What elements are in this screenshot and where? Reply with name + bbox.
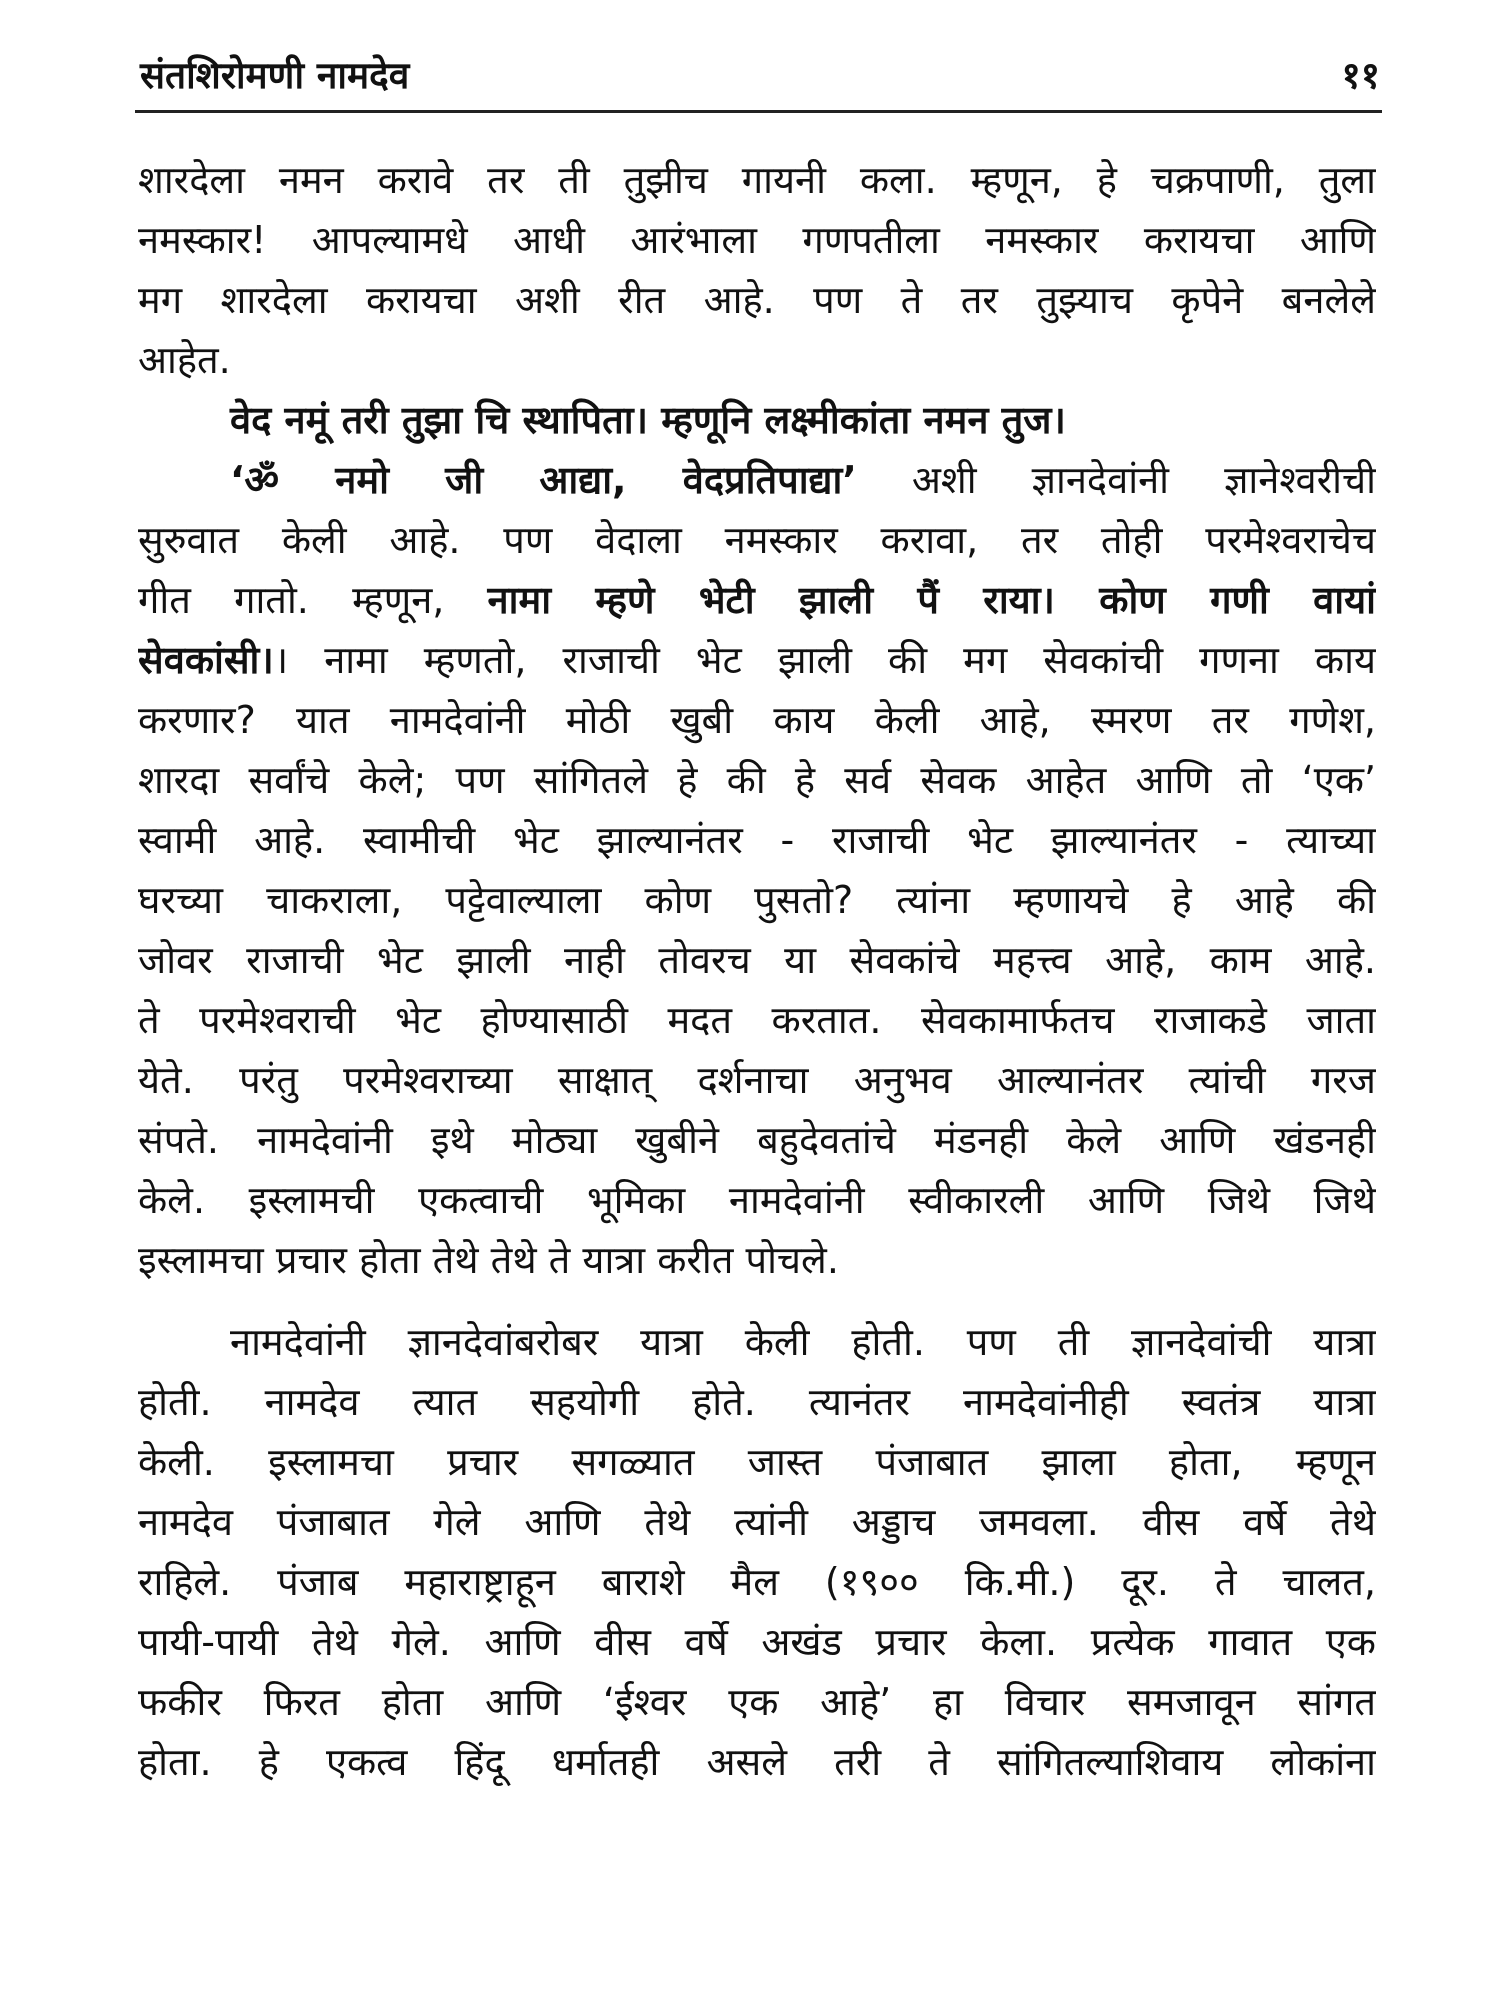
text-line: घरच्या चाकराला, पट्टेवाल्याला कोण पुसतो? त्यांना म्हणायचे हे आहे की	[138, 878, 1376, 922]
text-line: येते. परंतु परमेश्वराच्या साक्षात् दर्शनाचा अनुभव आल्यानंतर त्यांची गरज	[138, 1058, 1376, 1102]
text-line: होता. हे एकत्व हिंदू धर्मातही असले तरी ते सांगितल्याशिवाय लोकांना	[138, 1740, 1376, 1784]
text-line: मग शारदेला करायचा अशी रीत आहे. पण ते तर तुझ्याच कृपेने बनलेले	[138, 278, 1376, 322]
abhang-quote: नामा म्हणे भेटी झाली पैं राया। कोण गणी वायां	[487, 578, 1376, 622]
text-line: आहेत.	[138, 338, 231, 382]
text-line: स्वामी आहे. स्वामीची भेट झाल्यानंतर - राजाची भेट झाल्यानंतर - त्याच्या	[138, 818, 1376, 862]
verse-line: वेद नमूं तरी तुझा चि स्थापिता। म्हणूनि लक्ष्मीकांता नमन तुज।	[230, 398, 1066, 442]
text-line: नमस्कार! आपल्यामधे आधी आरंभाला गणपतीला नमस्कार करायचा आणि	[138, 218, 1376, 262]
text-line: करणार? यात नामदेवांनी मोठी खुबी काय केली आहे, स्मरण तर गणेश,	[138, 698, 1376, 742]
text-line: केली. इस्लामचा प्रचार सगळ्यात जास्त पंजाबात झाला होता, म्हणून	[138, 1440, 1376, 1484]
text-line: नामदेव पंजाबात गेले आणि तेथे त्यांनी अड्डाच जमवला. वीस वर्षे तेथे	[138, 1500, 1376, 1544]
page-number: ११	[1341, 54, 1380, 97]
text-line	[138, 630, 1376, 690]
text-line: शारदा सर्वांचे केले; पण सांगितले हे की हे सर्व सेवक आहेत आणि तो ‘एक’	[138, 758, 1376, 802]
text-line: संपते. नामदेवांनी इथे मोठ्या खुबीने बहुदेवतांचे मंडनही केले आणि खंडनही	[138, 1118, 1376, 1162]
text-line: जोवर राजाची भेट झाली नाही तोवरच या सेवकांचे महत्त्व आहे, काम आहे.	[138, 938, 1376, 982]
paragraph-gap	[138, 1290, 1376, 1312]
text-line: सुरुवात केली आहे. पण वेदाला नमस्कार करावा, तर तोही परमेश्वराचेच	[138, 518, 1376, 562]
running-header	[140, 42, 1380, 104]
text-line	[138, 450, 1376, 510]
abhang-quote-end: सेवकांसी।	[138, 638, 274, 682]
text-line: शारदेला नमन करावे तर ती तुझीच गायनी कला. म्हणून, हे चक्रपाणी, तुला	[138, 158, 1376, 202]
text-line: केले. इस्लामची एकत्वाची भूमिका नामदेवांनी स्वीकारली आणि जिथे जिथे	[138, 1178, 1376, 1222]
text-line: राहिले. पंजाब महाराष्ट्राहून बाराशे मैल (१९०० कि.मी.) दूर. ते चालत,	[138, 1560, 1376, 1604]
running-title: संतशिरोमणी नामदेव	[140, 54, 410, 97]
body-text	[138, 150, 1376, 1792]
text-line: फकीर फिरत होता आणि ‘ईश्वर एक आहे’ हा विचार समजावून सांगत	[138, 1680, 1376, 1724]
text-line: नामदेवांनी ज्ञानदेवांबरोबर यात्रा केली होती. पण ती ज्ञानदेवांची यात्रा	[230, 1320, 1376, 1364]
quoted-invocation: ‘ॐ नमो जी आद्या, वेदप्रतिपाद्या’	[230, 458, 857, 502]
text-segment: । नामा म्हणतो, राजाची भेट झाली की मग सेवकांची गणना काय	[273, 638, 1376, 682]
text-segment: अशी ज्ञानदेवांनी ज्ञानेश्वरीची	[856, 458, 1376, 502]
text-segment: गीत गातो. म्हणून,	[138, 578, 488, 622]
text-line	[138, 570, 1376, 630]
header-rule	[135, 110, 1382, 113]
text-line: होती. नामदेव त्यात सहयोगी होते. त्यानंतर नामदेवांनीही स्वतंत्र यात्रा	[138, 1380, 1376, 1424]
text-line: ते परमेश्वराची भेट होण्यासाठी मदत करतात. सेवकामार्फतच राजाकडे जाता	[138, 998, 1376, 1042]
text-line: इस्लामचा प्रचार होता तेथे तेथे ते यात्रा करीत पोचले.	[138, 1238, 839, 1282]
text-line: पायी-पायी तेथे गेले. आणि वीस वर्षे अखंड प्रचार केला. प्रत्येक गावात एक	[138, 1620, 1376, 1664]
